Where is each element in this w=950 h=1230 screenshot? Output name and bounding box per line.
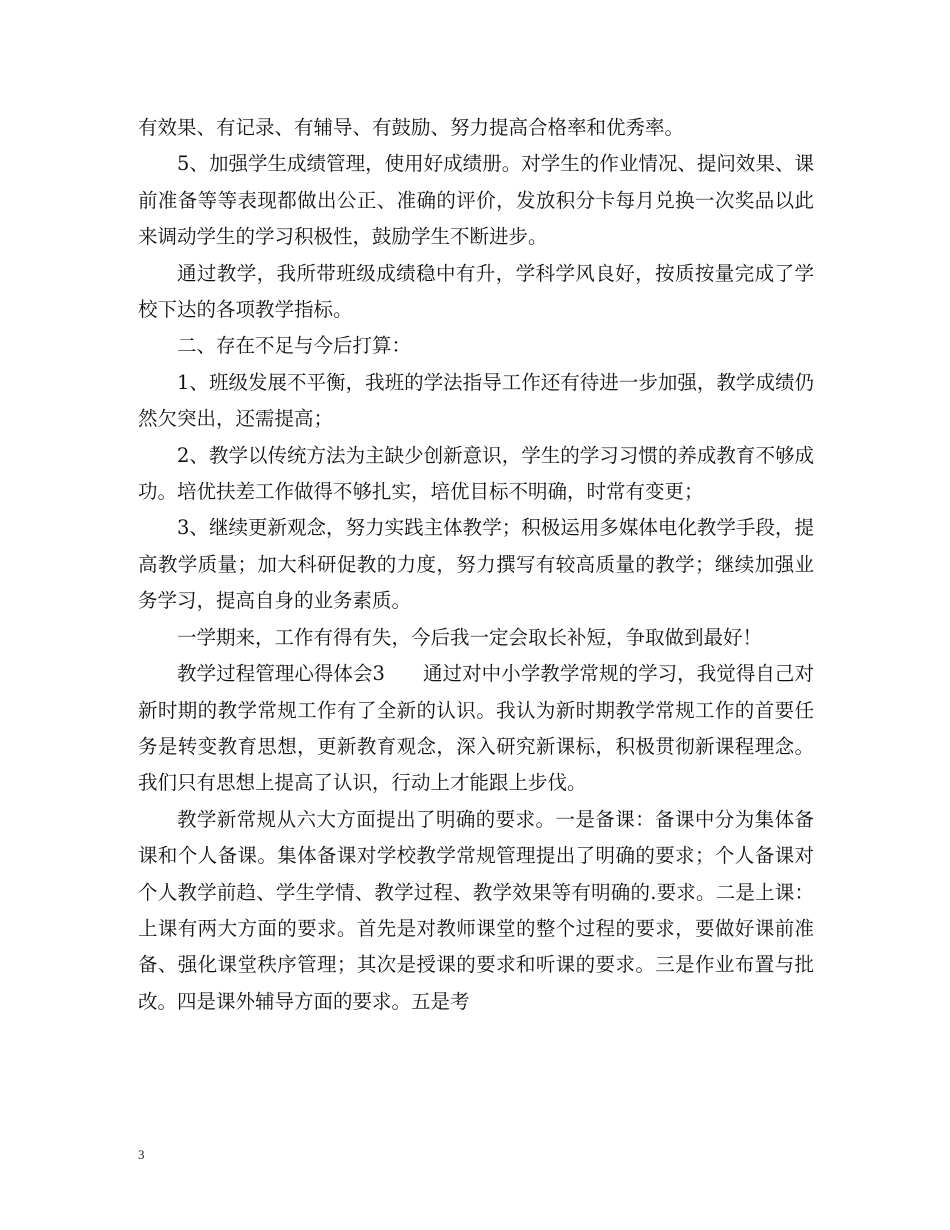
paragraph-8: 一学期来，工作有得有失，今后我一定会取长补短，争取做到最好！	[177, 625, 763, 649]
paragraph-3: 通过教学，我所带班级成绩稳中有升，学科学风良好，按质按量完成了学校下达的各项教学指标。	[138, 261, 814, 322]
paragraph-2: 5、加强学生成绩管理，使用好成绩册。对学生的作业情况、提问效果、课前准备等等表现都做出公正、准确的评价，发放积分卡每月兑换一次奖品以此来调动学生的学习积极性，鼓励学生不断进步。	[138, 152, 814, 249]
paragraph-5: 1、班级发展不平衡，我班的学法指导工作还有待进一步加强，教学成绩仍然欠突出，还需提高；	[138, 370, 814, 431]
paragraph-6: 2、教学以传统方法为主缺少创新意识，学生的学习习惯的养成教育不够成功。培优扶差工作做得不够扎实，培优目标不明确，时常有变更；	[138, 443, 814, 504]
paragraph-1: 有效果、有记录、有辅导、有鼓励、努力提高合格率和优秀率。	[138, 116, 685, 139]
document-body	[138, 110, 814, 1020]
section-heading: 二、存在不足与今后打算：	[177, 334, 412, 358]
heading-paragraph-text: 通过对中小学教学常规的学习，我觉得自己对新时期的教学常规工作有了全新的认识。我认为新时期教学常规工作的首要任务是转变教育思想，更新教育观念，深入研究新课标，积极贯彻新课程理念。我们只有思想上提高了认识，行动上才能跟上步伐。	[138, 662, 814, 795]
page-number: 3	[138, 1147, 145, 1162]
final-paragraph: 教学新常规从六大方面提出了明确的要求。一是备课：备课中分为集体备课和个人备课。集体备课对学校教学常规管理提出了明确的要求；个人备课对个人教学前趋、学生学情、教学过程、教学效果等有明确的.要求。二是上课：上课有两大方面的要求。首先是对教师课堂的整个过程的要求，要做好课前准备、强化课堂秩序管理；其次是授课的要求和听课的要求。三是作业布置与批改。四是课外辅导方面的要求。五是考	[138, 807, 814, 1013]
paragraph-7: 3、继续更新观念，努力实践主体教学；积极运用多媒体电化教学手段，提高教学质量；加大科研促教的力度，努力撰写有较高质量的教学；继续加强业务学习，提高自身的业务素质。	[138, 516, 814, 613]
heading-paragraph	[138, 656, 814, 802]
article-title: 教学过程管理心得体会3	[177, 662, 385, 686]
